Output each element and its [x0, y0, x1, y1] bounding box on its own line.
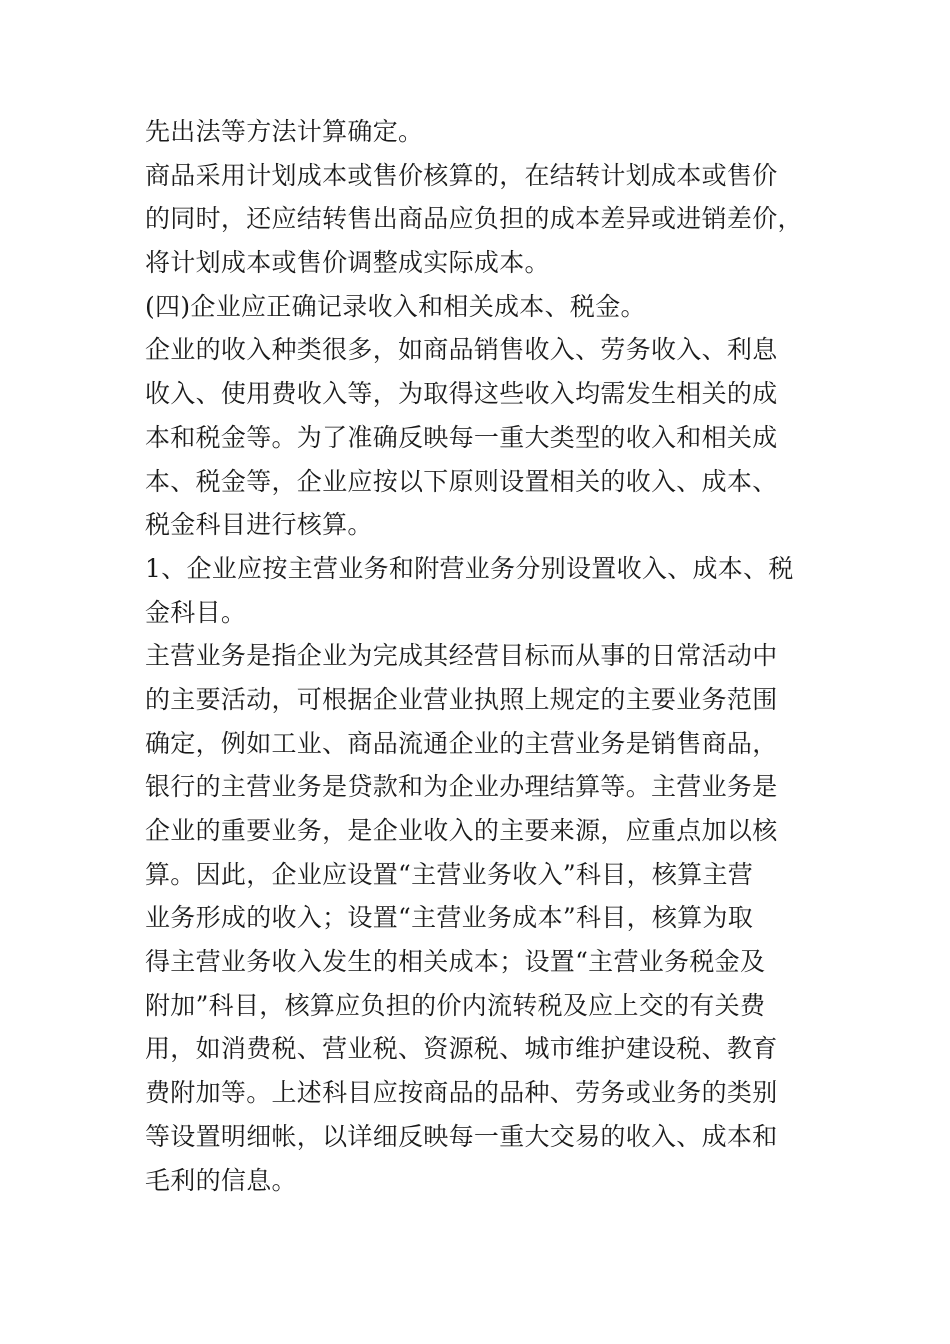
section-heading: (四)企业应正确记录收入和相关成本、税金。	[145, 291, 646, 321]
text-line: 业务形成的收入；设置“主营业务成本”科目，核算为取	[145, 903, 754, 933]
text-line: 企业的重要业务，是企业收入的主要来源，应重点加以核	[145, 816, 778, 845]
text-line: 用，如消费税、营业税、资源税、城市维护建设税、教育	[145, 1034, 778, 1064]
text-line: 将计划成本或售价调整成实际成本。	[145, 248, 550, 278]
text-line: 的主要活动，可根据企业营业执照上规定的主要业务范围	[145, 684, 778, 714]
text-line: 附加”科目，核算应负担的价内流转税及应上交的有关费	[145, 990, 766, 1020]
text-line: 先出法等方法计算确定。	[145, 117, 424, 146]
text-line: 主营业务是指企业为完成其经营目标而从事的日常活动中	[145, 641, 778, 671]
text-line: 税金科目进行核算。	[145, 510, 373, 540]
text-line: 算。因此，企业应设置“主营业务收入”科目，核算主营	[145, 859, 754, 889]
text-line: 的同时，还应结转售出商品应负担的成本差异或进销差价，	[145, 204, 803, 234]
text-line: 银行的主营业务是贷款和为企业办理结算等。主营业务是	[145, 772, 778, 802]
text-line: 本和税金等。为了准确反映每一重大类型的收入和相关成	[145, 422, 778, 452]
text-line: 毛利的信息。	[145, 1165, 297, 1195]
text-line: 得主营业务收入发生的相关成本；设置“主营业务税金及	[145, 947, 766, 977]
text-line: 本、税金等，企业应按以下原则设置相关的收入、成本、	[145, 466, 778, 496]
text-line: 确定，例如工业、商品流通企业的主营业务是销售商品，	[145, 728, 778, 758]
text-line: 商品采用计划成本或售价核算的，在结转计划成本或售价	[145, 160, 778, 190]
document-body	[145, 110, 805, 1202]
text-line: 金科目。	[145, 597, 247, 627]
text-line: 收入、使用费收入等，为取得这些收入均需发生相关的成	[145, 379, 778, 409]
numbered-item: 1、企业应按主营业务和附营业务分别设置收入、成本、税	[145, 553, 794, 583]
text-line: 等设置明细帐，以详细反映每一重大交易的收入、成本和	[145, 1121, 778, 1151]
text-line: 企业的收入种类很多，如商品销售收入、劳务收入、利息	[145, 335, 778, 365]
text-line: 费附加等。上述科目应按商品的品种、劳务或业务的类别	[145, 1078, 778, 1108]
